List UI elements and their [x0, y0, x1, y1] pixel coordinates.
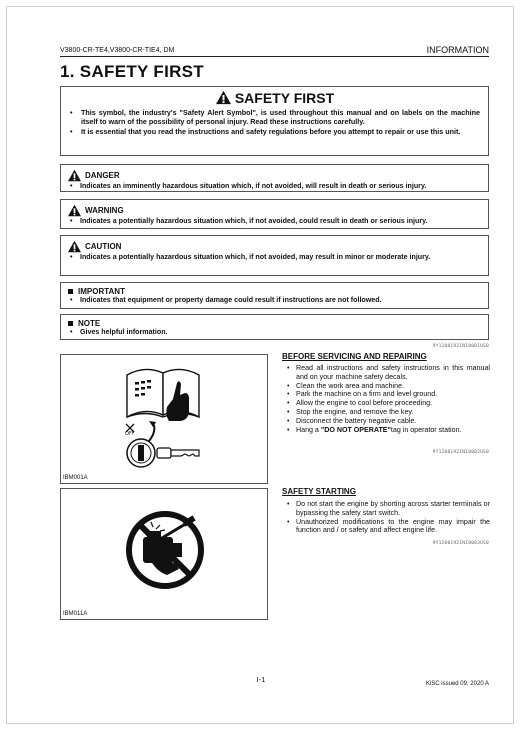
hang-prefix: Hang a — [296, 425, 321, 434]
caution-text: • Indicates a potentially hazardous situation which, if not avoided, may result in minor or moderate injury. — [80, 253, 482, 262]
header-rule — [60, 56, 489, 57]
danger-label: DANGER — [85, 171, 120, 180]
square-bullet-icon — [68, 321, 73, 326]
caution-heading — [67, 240, 488, 253]
list-item: • Clean the work area and machine. — [296, 382, 490, 391]
safety-first-title-row — [61, 90, 488, 106]
safety-starting-heading: SAFETY STARTING — [282, 487, 356, 496]
danger-text: • Indicates an imminently hazardous situation which, if not avoided, will result in death or serious injury. — [80, 182, 482, 191]
list-item: • This symbol, the industry's "Safety Alert Symbol", is used throughout this manual and on labels on the machine itself to warn of the possibility of personal injury. Read these instructions carefully. — [81, 108, 480, 127]
svg-text:OFF: OFF — [125, 431, 135, 437]
note-heading — [67, 319, 488, 328]
list-item: • Allow the engine to cool before proceeding. — [296, 399, 490, 408]
list-item — [296, 426, 490, 435]
list-item: • Do not start the engine by shorting across starter terminals or bypassing the safety start switch. — [296, 500, 490, 518]
safety-starting-list — [282, 500, 490, 535]
list-item: • Disconnect the battery negative cable. — [296, 417, 490, 426]
list-item: • Unauthorized modifications to the engine may impair the function and / or safety and affect engine life. — [296, 518, 490, 536]
safety-alert-icon — [215, 90, 232, 105]
list-item: • Park the machine on a firm and level ground. — [296, 390, 490, 399]
danger-heading — [67, 169, 488, 182]
prohibited-shorting-illustration — [61, 489, 267, 609]
list-item: • Stop the engine, and remove the key. — [296, 408, 490, 417]
important-box — [60, 282, 489, 309]
caution-label: CAUTION — [85, 242, 122, 251]
issued-note: KiSC issued 09, 2020 A — [425, 681, 489, 687]
reference-code: 9Y1200192INI0001US0 — [432, 344, 489, 349]
reference-code: 9Y1200192INI0002US0 — [432, 450, 489, 455]
safety-alert-icon — [67, 240, 82, 253]
caution-box — [60, 235, 489, 276]
safety-alert-icon — [67, 204, 82, 217]
warning-box — [60, 199, 489, 229]
hang-suffix: tag in operator station. — [390, 425, 462, 434]
figure-label: IBM011A — [63, 611, 88, 617]
reference-code: 9Y1200192INI0003US0 — [432, 541, 489, 546]
safety-first-box — [60, 86, 489, 156]
figure-read-manual-remove-key — [60, 354, 268, 484]
safety-first-list — [61, 108, 488, 136]
figure-no-shorting — [60, 488, 268, 620]
note-box — [60, 314, 489, 340]
before-servicing-list — [282, 364, 490, 434]
figure-label: IBM001A — [63, 475, 88, 481]
safety-alert-icon — [67, 169, 82, 182]
warning-text: • Indicates a potentially hazardous situation which, if not avoided, could result in death or serious injury. — [80, 217, 482, 226]
header-model: V3800-CR-TE4,V3800-CR-TIE4, DM — [60, 47, 175, 54]
list-item: • Read all instructions and safety instructions in this manual and on your machine safety decals. — [296, 364, 490, 382]
square-bullet-icon — [68, 289, 73, 294]
important-label: IMPORTANT — [78, 287, 125, 296]
important-text: • Indicates that equipment or property damage could result if instructions are not followed. — [80, 296, 482, 305]
header-section: INFORMATION — [426, 45, 489, 55]
manual-and-key-illustration — [61, 355, 267, 475]
warning-label: WARNING — [85, 206, 124, 215]
danger-box — [60, 164, 489, 192]
note-text: • Gives helpful information. — [80, 328, 482, 337]
important-heading — [67, 287, 488, 296]
before-servicing-heading: BEFORE SERVICING AND REPAIRING — [282, 352, 427, 361]
page-title: 1. SAFETY FIRST — [60, 62, 204, 81]
warning-heading — [67, 204, 488, 217]
safety-first-title: SAFETY FIRST — [234, 90, 335, 106]
page-number: I-1 — [256, 675, 266, 684]
note-label: NOTE — [78, 319, 101, 328]
do-not-operate-tag: "DO NOT OPERATE" — [320, 425, 391, 434]
list-item: • It is essential that you read the instructions and safety regulations before you attempt to repair or use this unit. — [81, 127, 480, 136]
